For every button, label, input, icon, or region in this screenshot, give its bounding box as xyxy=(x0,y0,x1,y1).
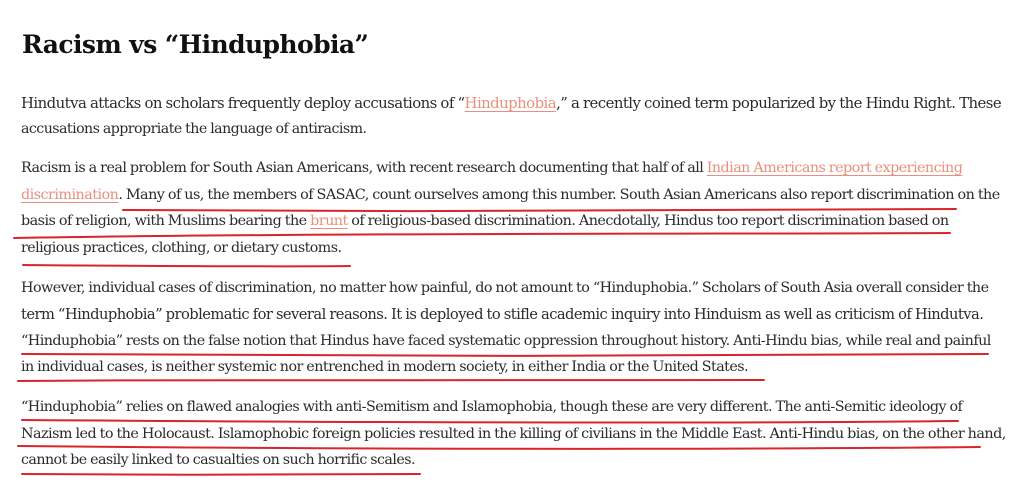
paragraph-4-line-2: Nazism led to the Holocaust. Islamophobic foreign policies resulted in the killing of civilians in the Middle East. Anti-Hindu bias, on the other hand, xyxy=(21,426,1006,442)
paragraph-3-line-4: in individual cases, is neither systemic nor entrenched in modern society, in either India or the United States. xyxy=(21,359,749,375)
paragraph-4-line-1: “Hinduphobia” relies on flawed analogies with anti-Semitism and Islamophobia, though these are very different. The anti-Semitic ideology of xyxy=(21,399,963,415)
paragraph-2-line-2 xyxy=(21,187,1000,203)
paragraph-4-line-3: cannot be easily linked to casualties on such horrific scales. xyxy=(21,452,415,468)
paragraph-1-line-1 xyxy=(21,94,1001,112)
section-heading: Racism vs “Hinduphobia” xyxy=(22,30,369,59)
paragraph-2-line-4: religious practices, clothing, or dietary customs. xyxy=(21,240,342,256)
paragraph-3-line-2: term “Hinduphobia” problematic for several reasons. It is deployed to stifle academic inquiry into Hinduism as well as criticism of Hindutva. xyxy=(21,306,984,323)
discrimination-link[interactable]: discrimination xyxy=(21,187,119,203)
brunt-link[interactable]: brunt xyxy=(310,213,348,229)
text-segment: ,” a recently coined term popularized by the Hindu Right. These xyxy=(556,94,1002,112)
text-segment: . Many of us, the members of SASAC, count ourselves among this number. South Asian Americans also report discrimination on the xyxy=(118,187,1000,203)
paragraph-3-line-1: However, individual cases of discrimination, no matter how painful, do not amount to “Hinduphobia.” Scholars of South Asia overall consider the xyxy=(21,280,989,296)
indian-americans-discrimination-link[interactable]: Indian Americans report experiencing xyxy=(706,160,963,176)
paragraph-2-line-3 xyxy=(21,213,949,229)
text-segment: Racism is a real problem for South Asian Americans, with recent research documenting that half of all xyxy=(21,160,707,176)
hinduphobia-link[interactable]: Hinduphobia xyxy=(464,94,557,112)
paragraph-3-line-3: “Hinduphobia” rests on the false notion that Hindus have faced systematic oppression throughout history. Anti-Hindu bias, while real and painful xyxy=(21,333,991,349)
paragraph-1-line-2: accusations appropriate the language of antiracism. xyxy=(21,121,367,137)
paragraph-2-line-1 xyxy=(21,160,962,176)
text-segment: of religious-based discrimination. Anecdotally, Hindus too report discrimination based on xyxy=(347,213,949,229)
text-segment: Hindutva attacks on scholars frequently deploy accusations of “ xyxy=(21,94,465,112)
text-segment: basis of religion, with Muslims bearing the xyxy=(21,213,311,229)
